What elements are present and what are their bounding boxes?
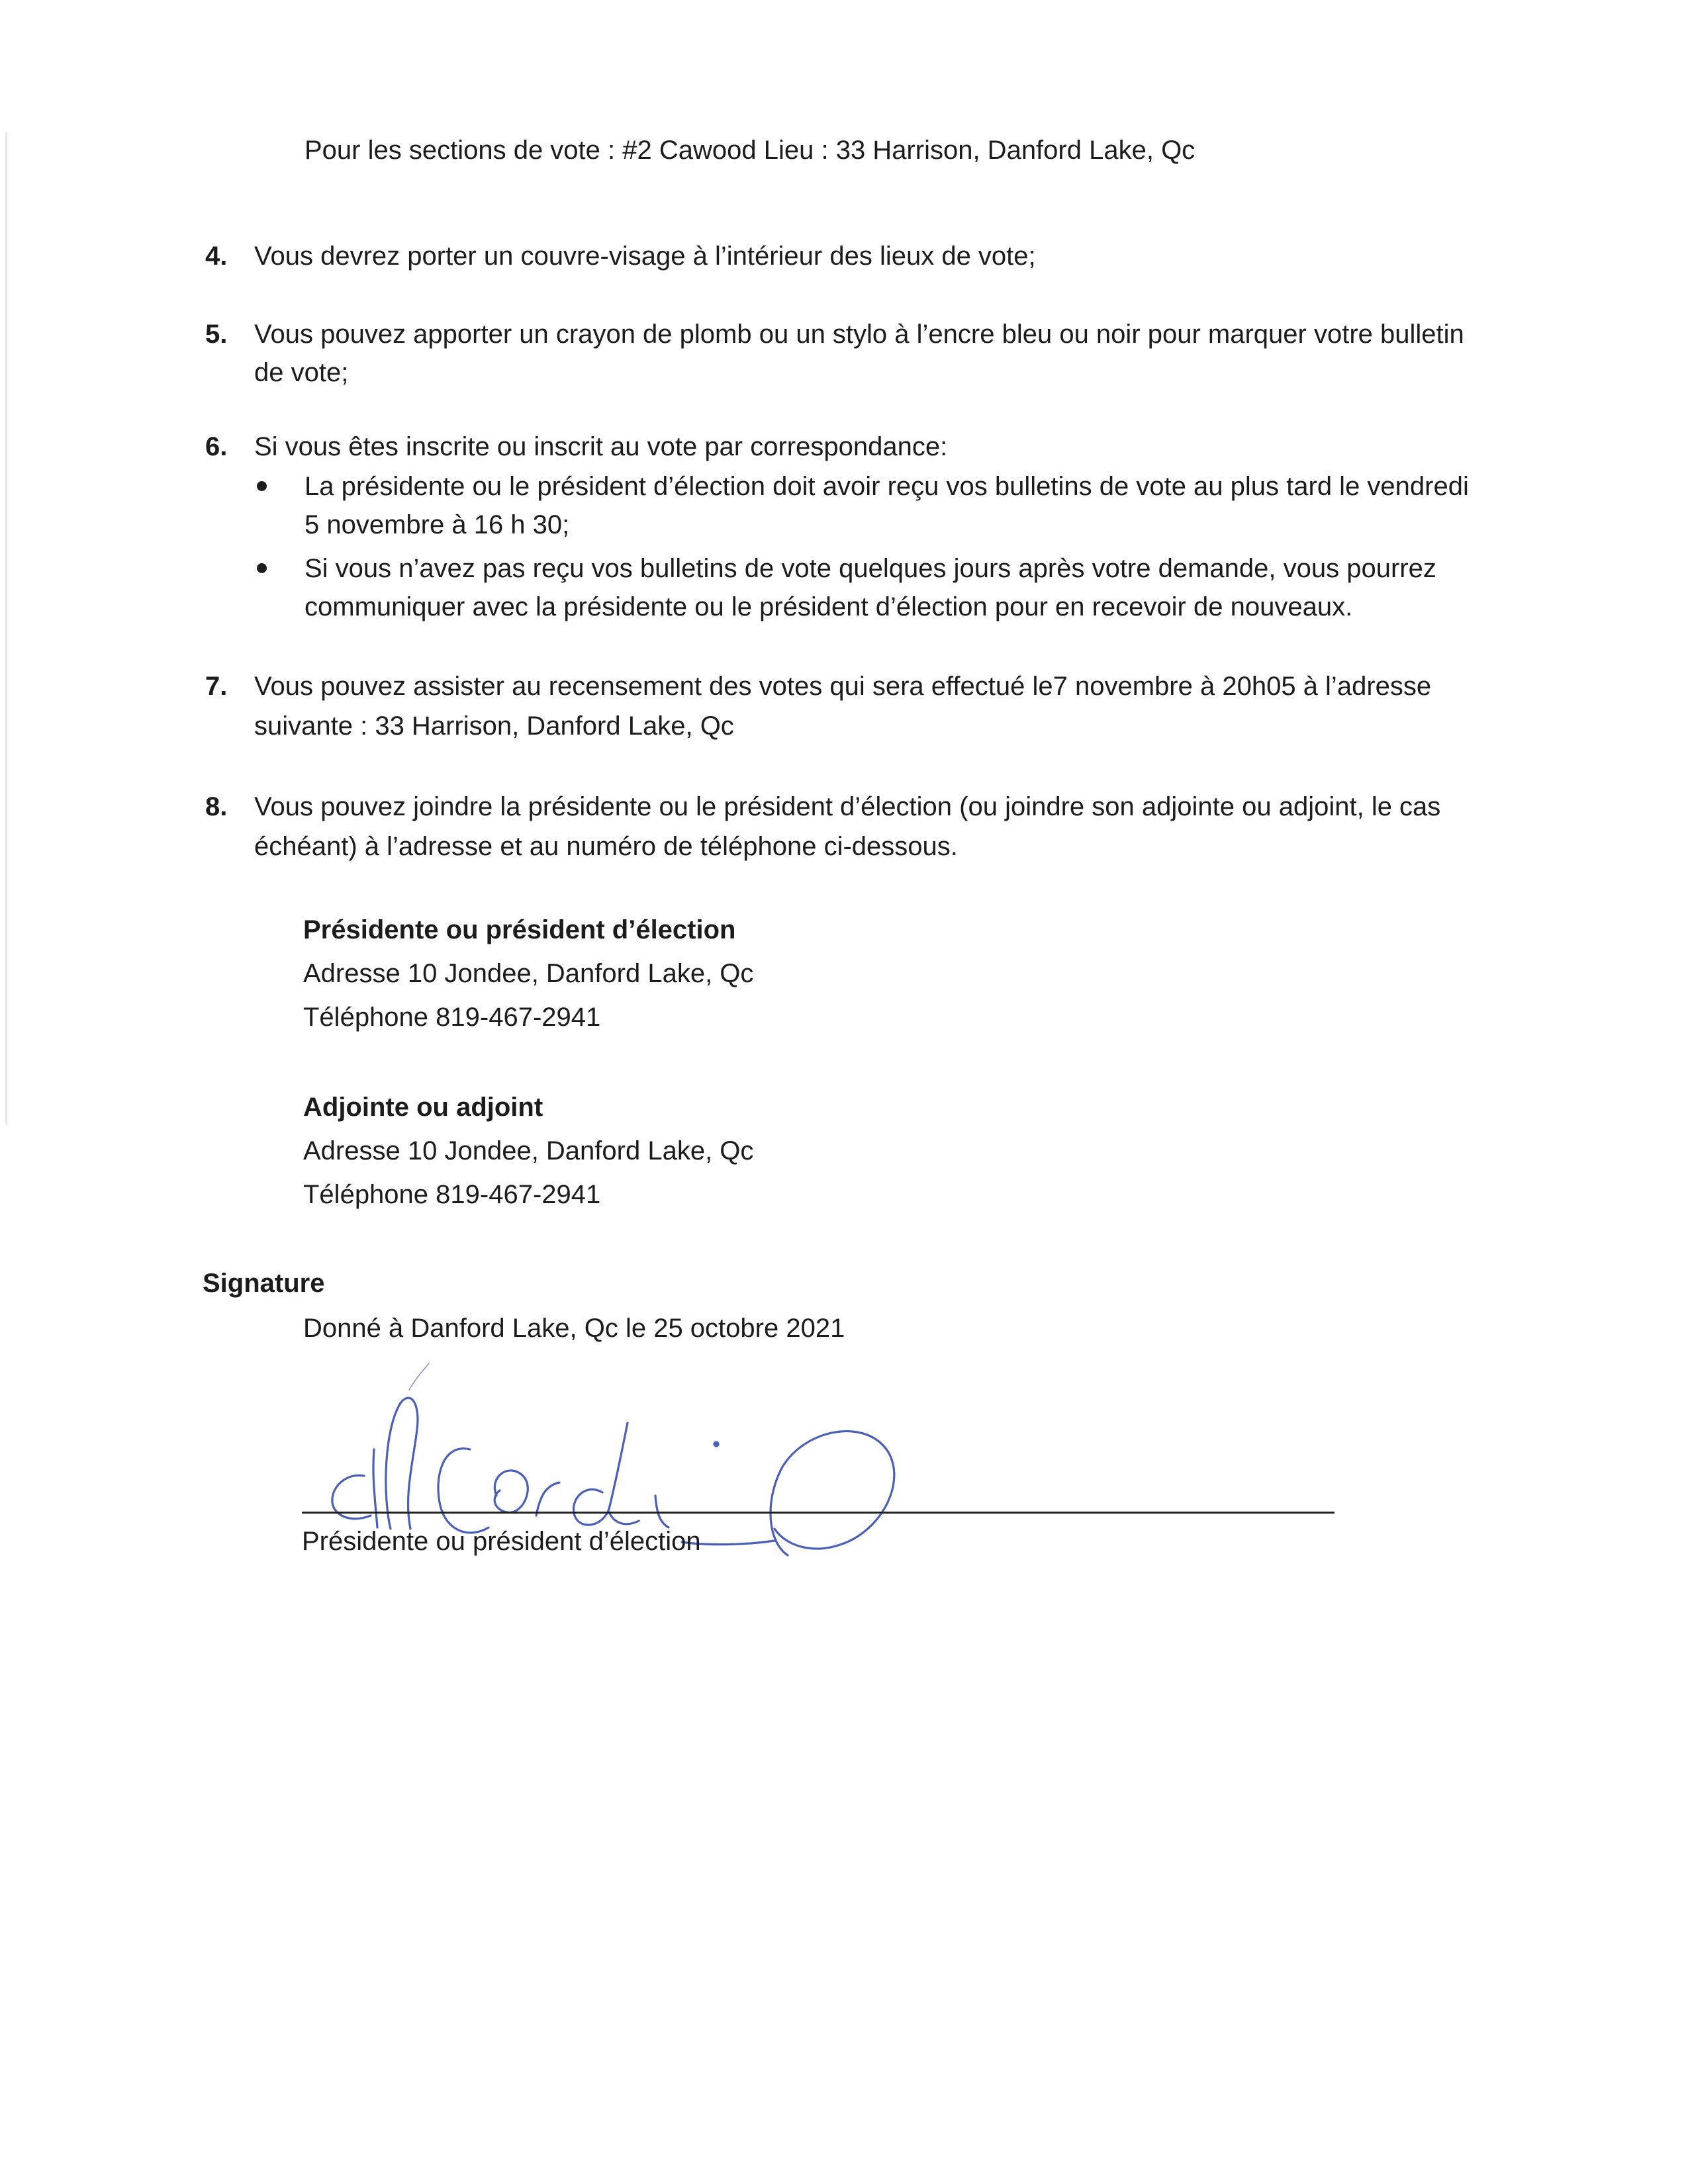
- bullet-icon: [257, 481, 267, 491]
- item-number: 5.: [205, 320, 228, 349]
- contact-address: Adresse 10 Jondee, Danford Lake, Qc: [303, 959, 754, 988]
- bullet-text: 5 novembre à 16 h 30;: [305, 510, 570, 539]
- item-number: 6.: [205, 432, 228, 461]
- contact-title: Présidente ou président d’élection: [303, 915, 736, 944]
- item-text: Si vous êtes inscrite ou inscrit au vote par correspondance:: [254, 432, 948, 461]
- item-text: suivante : 33 Harrison, Danford Lake, Qc: [254, 711, 734, 741]
- bullet-text: Si vous n’avez pas reçu vos bulletins de vote quelques jours après votre demande, vous pourrez: [305, 554, 1436, 583]
- item-text: Vous pouvez apporter un crayon de plomb ou un stylo à l’encre bleu ou noir pour marquer votre bulletin: [254, 320, 1464, 349]
- item-text: Vous pouvez joindre la présidente ou le président d’élection (ou joindre son adjointe ou adjoint, le cas: [254, 792, 1441, 821]
- item-number: 8.: [205, 792, 228, 821]
- signature-heading: Signature: [203, 1269, 325, 1298]
- bullet-text: La présidente ou le président d’élection doit avoir reçu vos bulletins de vote au plus tard le vendredi: [305, 472, 1469, 501]
- contact-phone: Téléphone 819-467-2941: [303, 1003, 601, 1032]
- contact-phone: Téléphone 819-467-2941: [303, 1180, 601, 1209]
- bullet-text: communiquer avec la présidente ou le président d’élection pour en recevoir de nouveaux.: [305, 592, 1353, 621]
- item-text: échéant) à l’adresse et au numéro de téléphone ci-dessous.: [254, 832, 958, 861]
- item-text: de vote;: [254, 358, 349, 387]
- item-text: Vous pouvez assister au recensement des votes qui sera effectué le7 novembre à 20h05 à l’adresse: [254, 672, 1432, 701]
- contact-title: Adjointe ou adjoint: [303, 1093, 543, 1122]
- item-number: 7.: [205, 672, 228, 701]
- given-at-line: Donné à Danford Lake, Qc le 25 octobre 2021: [303, 1314, 845, 1343]
- contact-address: Adresse 10 Jondee, Danford Lake, Qc: [303, 1136, 754, 1165]
- bullet-icon: [257, 563, 267, 573]
- polling-section-line: Pour les sections de vote : #2 Cawood Lieu : 33 Harrison, Danford Lake, Qc: [305, 136, 1196, 165]
- scan-edge-mark: [5, 132, 7, 1125]
- item-number: 4.: [205, 242, 228, 271]
- signature-caption: Présidente ou président d’élection: [302, 1527, 701, 1556]
- signature-line: [302, 1512, 1335, 1514]
- item-text: Vous devrez porter un couvre-visage à l’intérieur des lieux de vote;: [254, 242, 1036, 271]
